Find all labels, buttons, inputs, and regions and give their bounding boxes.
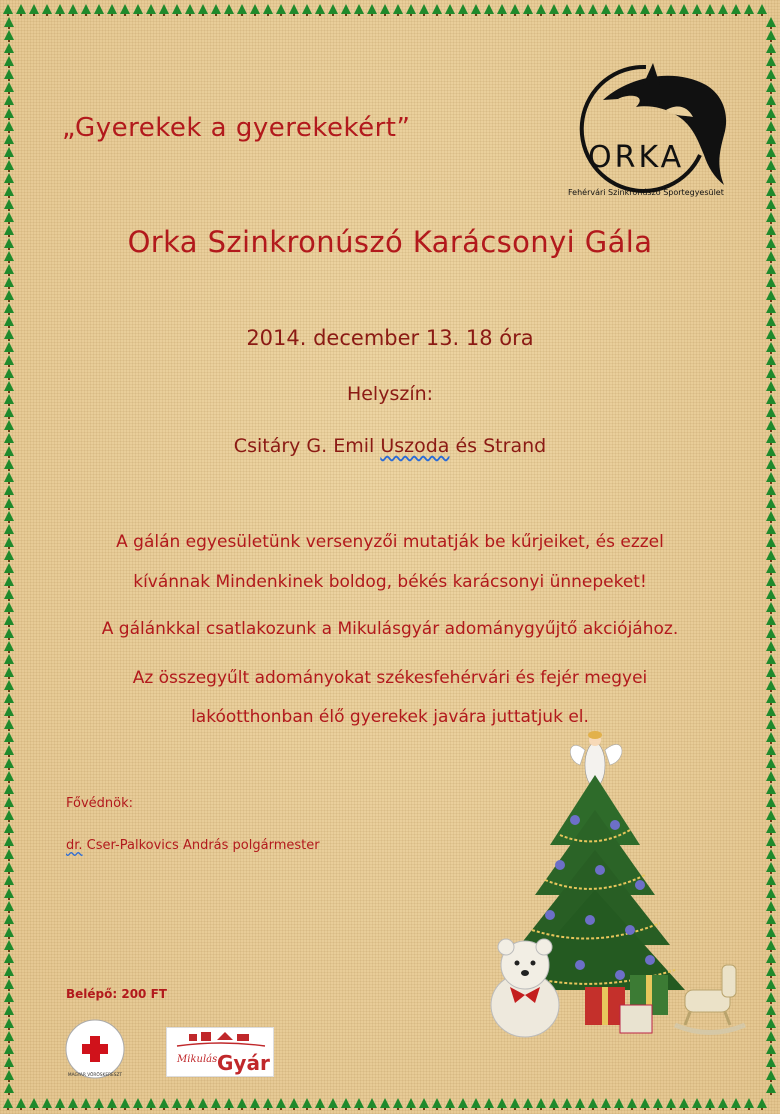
patron-label: Fővédnök: [66,796,134,811]
orka-logo [548,55,738,205]
body-line-3: A gálánkkal csatlakozunk a Mikulásgyár adománygyűjtő akciójához. [101,619,679,639]
entry-fee: Belépő: 200 FT [66,987,167,1001]
mikulas-word: Mikulás [177,1054,218,1065]
body-line-5: lakóotthonban élő gyerekek javára juttatjuk el. [191,707,589,727]
logo-wordmark: ORKA [588,140,685,175]
event-date: 2014. december 13. 18 óra [246,326,534,350]
christmas-tree-illustration [480,725,750,1045]
poster-slogan: „Gyerekek a gyerekekért” [62,113,411,143]
body-line-1: A gálán egyesületünk versenyzői mutatják be kűrjeiket, és ezzel [116,532,664,552]
mikulasgyar-logo [166,1027,274,1077]
svg-text:MAGYAR VÖRÖSKERESZT: MAGYAR VÖRÖSKERESZT [67,1073,123,1078]
body-line-4: Az összegyűlt adományokat székesfehérvári és fejér megyei [132,668,648,688]
body-line-2: kívánnak Mindenkinek boldog, békés karácsonyi ünnepeket! [133,572,647,592]
teddy-bear-icon [491,939,559,1037]
venue-label: Helyszín: [346,383,434,405]
rocking-horse-icon [675,965,745,1033]
event-title: Orka Szinkronúszó Karácsonyi Gála [127,225,653,259]
venue-name: Csitáry G. Emil Uszoda és Strand [233,435,547,457]
venue-underlined-word: Uszoda [380,435,450,457]
gyar-word: Gyár [217,1051,270,1075]
patron-name: dr. Cser-Palkovics András polgármester [66,838,320,853]
logo-ring-text: Fehérvári Szinkronúszó Sportegyesület [568,188,724,197]
red-cross-logo [64,1018,126,1080]
